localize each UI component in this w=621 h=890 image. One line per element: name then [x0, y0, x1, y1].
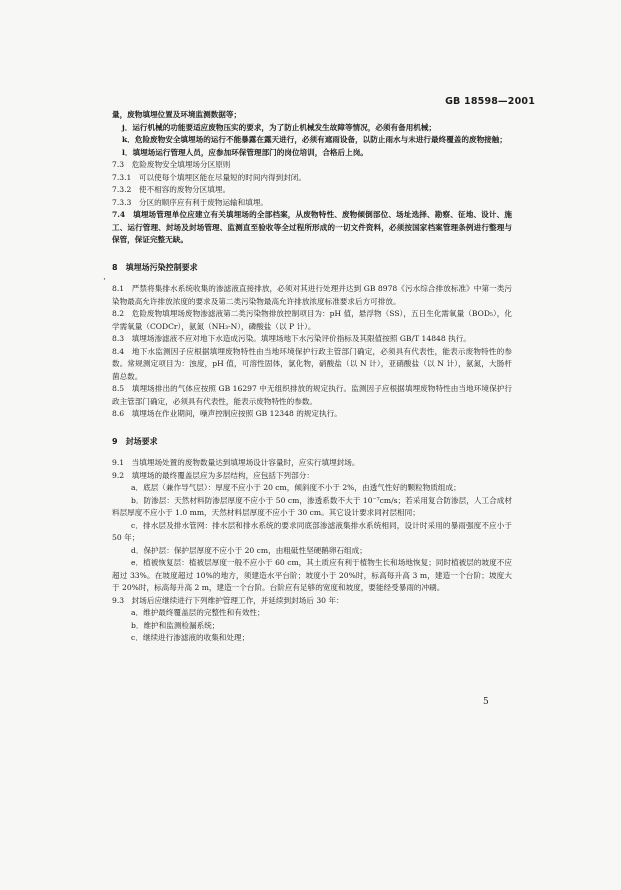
- paragraph: 8.4 地下水监测因子应根据填埋废物特性由当地环境保护行政主管部门确定，必须具有代表性，能表示废物特性的参数。常规测定项目为：浊度，pH 值，可溶性固体，氯化物，硝酸盐（以 N 计），亚硝酸盐（以 N 计），氨氮，大肠杆菌总数。: [112, 346, 512, 381]
- body-text: [112, 109, 512, 645]
- paragraph: 8.3 填埋场渗滤液不应对地下水造成污染。填埋场地下水污染评价指标及其限值按照 GB/T 14848 执行。: [112, 334, 471, 343]
- paragraph: j．运行机械的功能要适应废物压实的要求，为了防止机械发生故障等情况，必须有备用机械；: [122, 122, 437, 132]
- paragraph: 量，废物填埋位置及环境监测数据等；: [112, 110, 242, 119]
- paragraph: c．继续进行渗滤液的收集和处理；: [131, 633, 250, 642]
- margin-mark: ·: [103, 275, 106, 285]
- paragraph: b．维护和监测检漏系统；: [131, 620, 220, 630]
- section-9-body: [112, 457, 512, 645]
- paragraph: 9.3 封场后应继续进行下列维护管理工作，并延续到封场后 30 年：: [112, 595, 344, 605]
- paragraph: 7.3.2 使不相容的废物分区填埋。: [112, 185, 231, 194]
- section-9-heading: 9 封场要求: [112, 436, 158, 446]
- paragraph: a．维护最终覆盖层的完整性和有效性；: [131, 608, 265, 617]
- paragraph: 8.5 填埋场排出的气体应按照 GB 16297 中无组织排放的规定执行。监测因子应根据填埋废物特性由当地环境保护行政主管部门确定，必须具有代表性，能表示废物特性的参数。: [112, 384, 512, 406]
- paragraph: l．填埋场运行管理人员，应参加环保管理部门的岗位培训，合格后上岗。: [122, 147, 368, 157]
- paragraph: c．排水层及排水管网：排水层和排水系统的要求同底部渗滤液集排水系统相同，设计时采用的暴雨强度不应小于 50 年；: [112, 520, 512, 542]
- section-8-heading: 8 填埋场污染控制要求: [112, 262, 198, 272]
- paragraph: b．防渗层：天然材料防渗层厚度不应小于 50 cm，渗透系数不大于 10⁻⁷cm/s；若采用复合防渗层，人工合成材料层厚度不应小于 1.0 mm，天然材料层厚度不应小于 30 cm。其它设计要求同衬层相同；: [112, 495, 512, 517]
- page-number: 5: [483, 697, 489, 707]
- paragraph: e．植被恢复层：植被层厚度一般不应小于 60 cm，其土质应有利于植物生长和场地恢复；同时植被层的坡度不应超过 33%。在坡度超过 10%的地方，须建造水平台阶；坡度小于 20%时，标高每升高 3 m，建造一个台阶；坡度大于 20%时，标高每升高 2 m，建造一个台阶。台阶应有足够的宽度和坡度，要能经受暴雨的冲刷。: [112, 558, 512, 592]
- paragraph: 9.1 当填埋场处置的废物数量达到填埋场设计容量时，应实行填埋封场。: [112, 458, 360, 467]
- paragraph: 7.3 危险废物安全填埋场分区原则: [112, 160, 231, 169]
- paragraph: d．保护层：保护层厚度不应小于 20 cm，由粗砥性坚硬鹅卵石组成；: [131, 545, 367, 555]
- paragraph: a．底层（兼作导气层）：厚度不应小于 20 cm，倾斜度不小于 2%，由透气性好的颗粒物质组成；: [131, 483, 461, 492]
- paragraph: 8.2 危险废物填埋场废物渗滤液第二类污染物排放控制项目为：pH 值，悬浮物（SS），五日生化需氧量（BOD₅），化学需氧量（CODCr），氨氮（NH₃-N），磷酸盐（以 P 计）。: [112, 309, 512, 331]
- standard-number-header: GB 18598—2001: [445, 96, 535, 107]
- paragraph: 8.1 严禁将集排水系统收集的渗滤液直接排放，必须对其进行处理并达到 GB 8978《污水综合排放标准》中第一类污染物最高允许排放浓度的要求及第二类污染物最高允许排放浓度标准要求后方可排放。: [112, 284, 512, 306]
- paragraph: 9.2 填埋场的最终覆盖层应为多层结构，应包括下列部分：: [112, 470, 314, 480]
- section-7-continuation: [112, 109, 512, 247]
- paragraph: 8.6 填埋场在作业期间，噪声控制应按照 GB 12348 的规定执行。: [112, 409, 342, 418]
- section-8-body: [112, 283, 512, 421]
- paragraph: 7.4 填埋场管理单位应建立有关填埋场的全部档案，从废物特性、废物倾倒部位、场址选择、勘察、征地、设计、施工、运行管理、封场及封场管理、监测直至验收等全过程所形成的一切文件资料，必须按国家档案管理条例进行整理与保管，保证完整无缺。: [112, 210, 512, 244]
- paragraph: 7.3.3 分区的顺序应有利于废物运输和填埋。: [112, 197, 269, 207]
- paragraph: 7.3.1 可以使每个填埋区能在尽量短的时间内得到封闭。: [112, 172, 306, 182]
- paragraph: k．危险废物安全填埋场的运行不能暴露在露天进行，必须有遮雨设备，以防止雨水与未进行最终覆盖的废物接触；: [122, 135, 507, 144]
